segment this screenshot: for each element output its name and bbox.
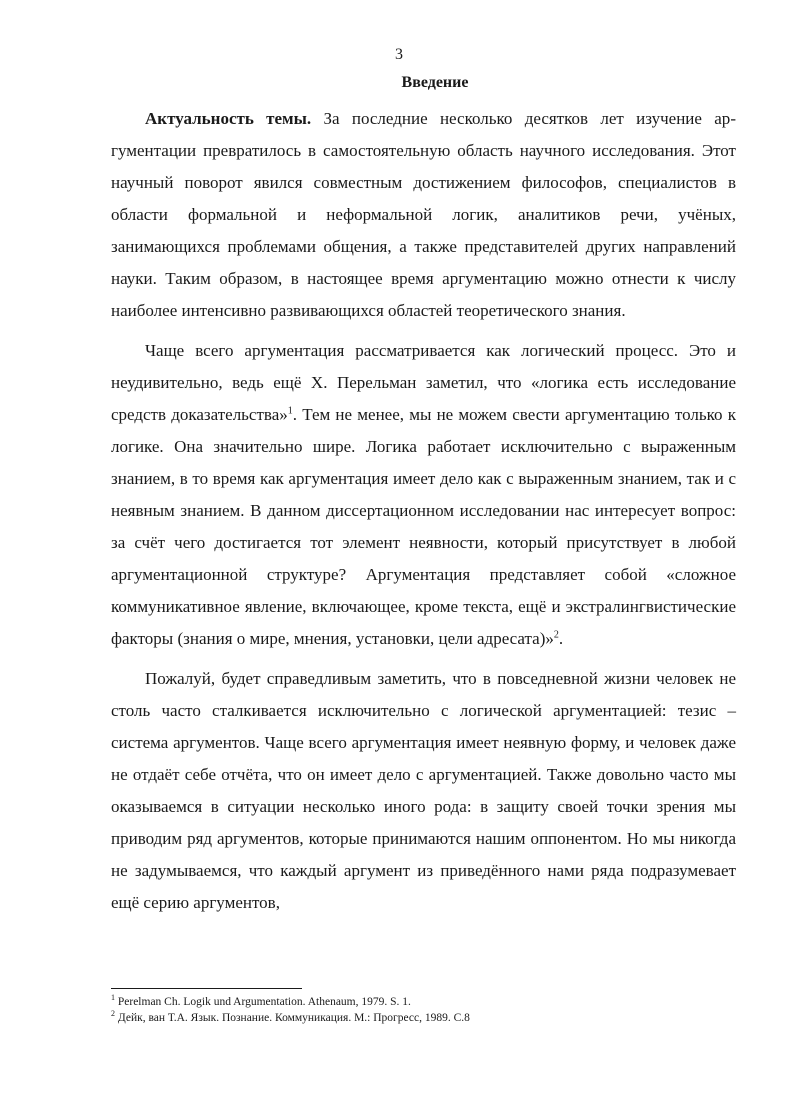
footnote-2 bbox=[111, 1010, 741, 1026]
footnote-ref-2: 2 bbox=[553, 629, 559, 641]
paragraph-text: . bbox=[558, 629, 564, 648]
paragraph-everyday bbox=[111, 663, 736, 919]
footnote-1 bbox=[111, 994, 741, 1010]
paragraph-text: . Тем не менее, мы не можем свести аргументацию только к логике. Она значительно шире. Логика работает исключительно с выраженным знанием, в то время как аргументация имеет дело как с выраженным знанием, так и с неявным знанием. В данном диссертационном исследовании нас интересует вопрос: за счёт чего достигается тот элемент неявности, который присутствует в любой аргументационной структуре? Аргументация представляет собой «сложное коммуникативное явление, включающее, кроме текста, ещё и экстралингвистические факторы (знания о мире, мнения, установки, цели адресата)» bbox=[111, 405, 736, 648]
footnotes bbox=[111, 994, 741, 1026]
section-title: Введение bbox=[401, 74, 469, 91]
footnote-divider bbox=[111, 988, 302, 989]
paragraph-lead: Актуальность темы. bbox=[145, 109, 312, 128]
paragraph-text: За последние несколько десятков лет изучение аргументации превратилось в самостоятельную область научного исследования. Этот научный поворот явился совместным достижением философов, специалистов в области формальной и неформальной логик, аналитиков речи, учёных, занимающихся проблемами общения, а также представителей других направлений науки. Таким образом, в настоящее время аргументацию можно отнести к числу наиболее интенсивно развивающихся областей теоретического знания. bbox=[111, 109, 736, 320]
paragraph-text: Чаще всего аргументация рассматривается как логический процесс. Это и неудивительно, ведь ещё Х. Перельман заметил, что «логика есть исследование средств доказательства» bbox=[111, 341, 736, 424]
paragraph-logic bbox=[111, 335, 736, 655]
paragraph-relevance bbox=[111, 103, 736, 327]
footnote-text: Perelman Ch. Logik und Argumentation. Athenaum, 1979. S. 1. bbox=[115, 996, 411, 1008]
body-text bbox=[111, 103, 736, 919]
footnote-ref-1: 1 bbox=[287, 405, 293, 417]
page-number: 3 bbox=[395, 46, 403, 63]
paragraph-text: Пожалуй, будет справедливым заметить, что в повседневной жизни человек не столь часто сталкивается исключительно с логической аргументацией: тезис – система аргументов. Чаще всего аргументация имеет неявную форму, и человек даже не отдаёт себе отчёта, что он имеет дело с аргументацией. Также довольно часто мы оказываемся в ситуации несколько иного рода: в защиту своей точки зрения мы приводим ряд аргументов, которые принимаются нашим оппонентом. Но мы никогда не задумываемся, что каждый аргумент из приведённого нами ряда подразумевает ещё серию аргументов, bbox=[111, 669, 736, 912]
footnote-mark: 1 bbox=[111, 993, 115, 1003]
footnote-mark: 2 bbox=[111, 1009, 115, 1019]
footnote-text: Дейк, ван Т.А. Язык. Познание. Коммуникация. М.: Прогресс, 1989. С.8 bbox=[115, 1012, 470, 1024]
